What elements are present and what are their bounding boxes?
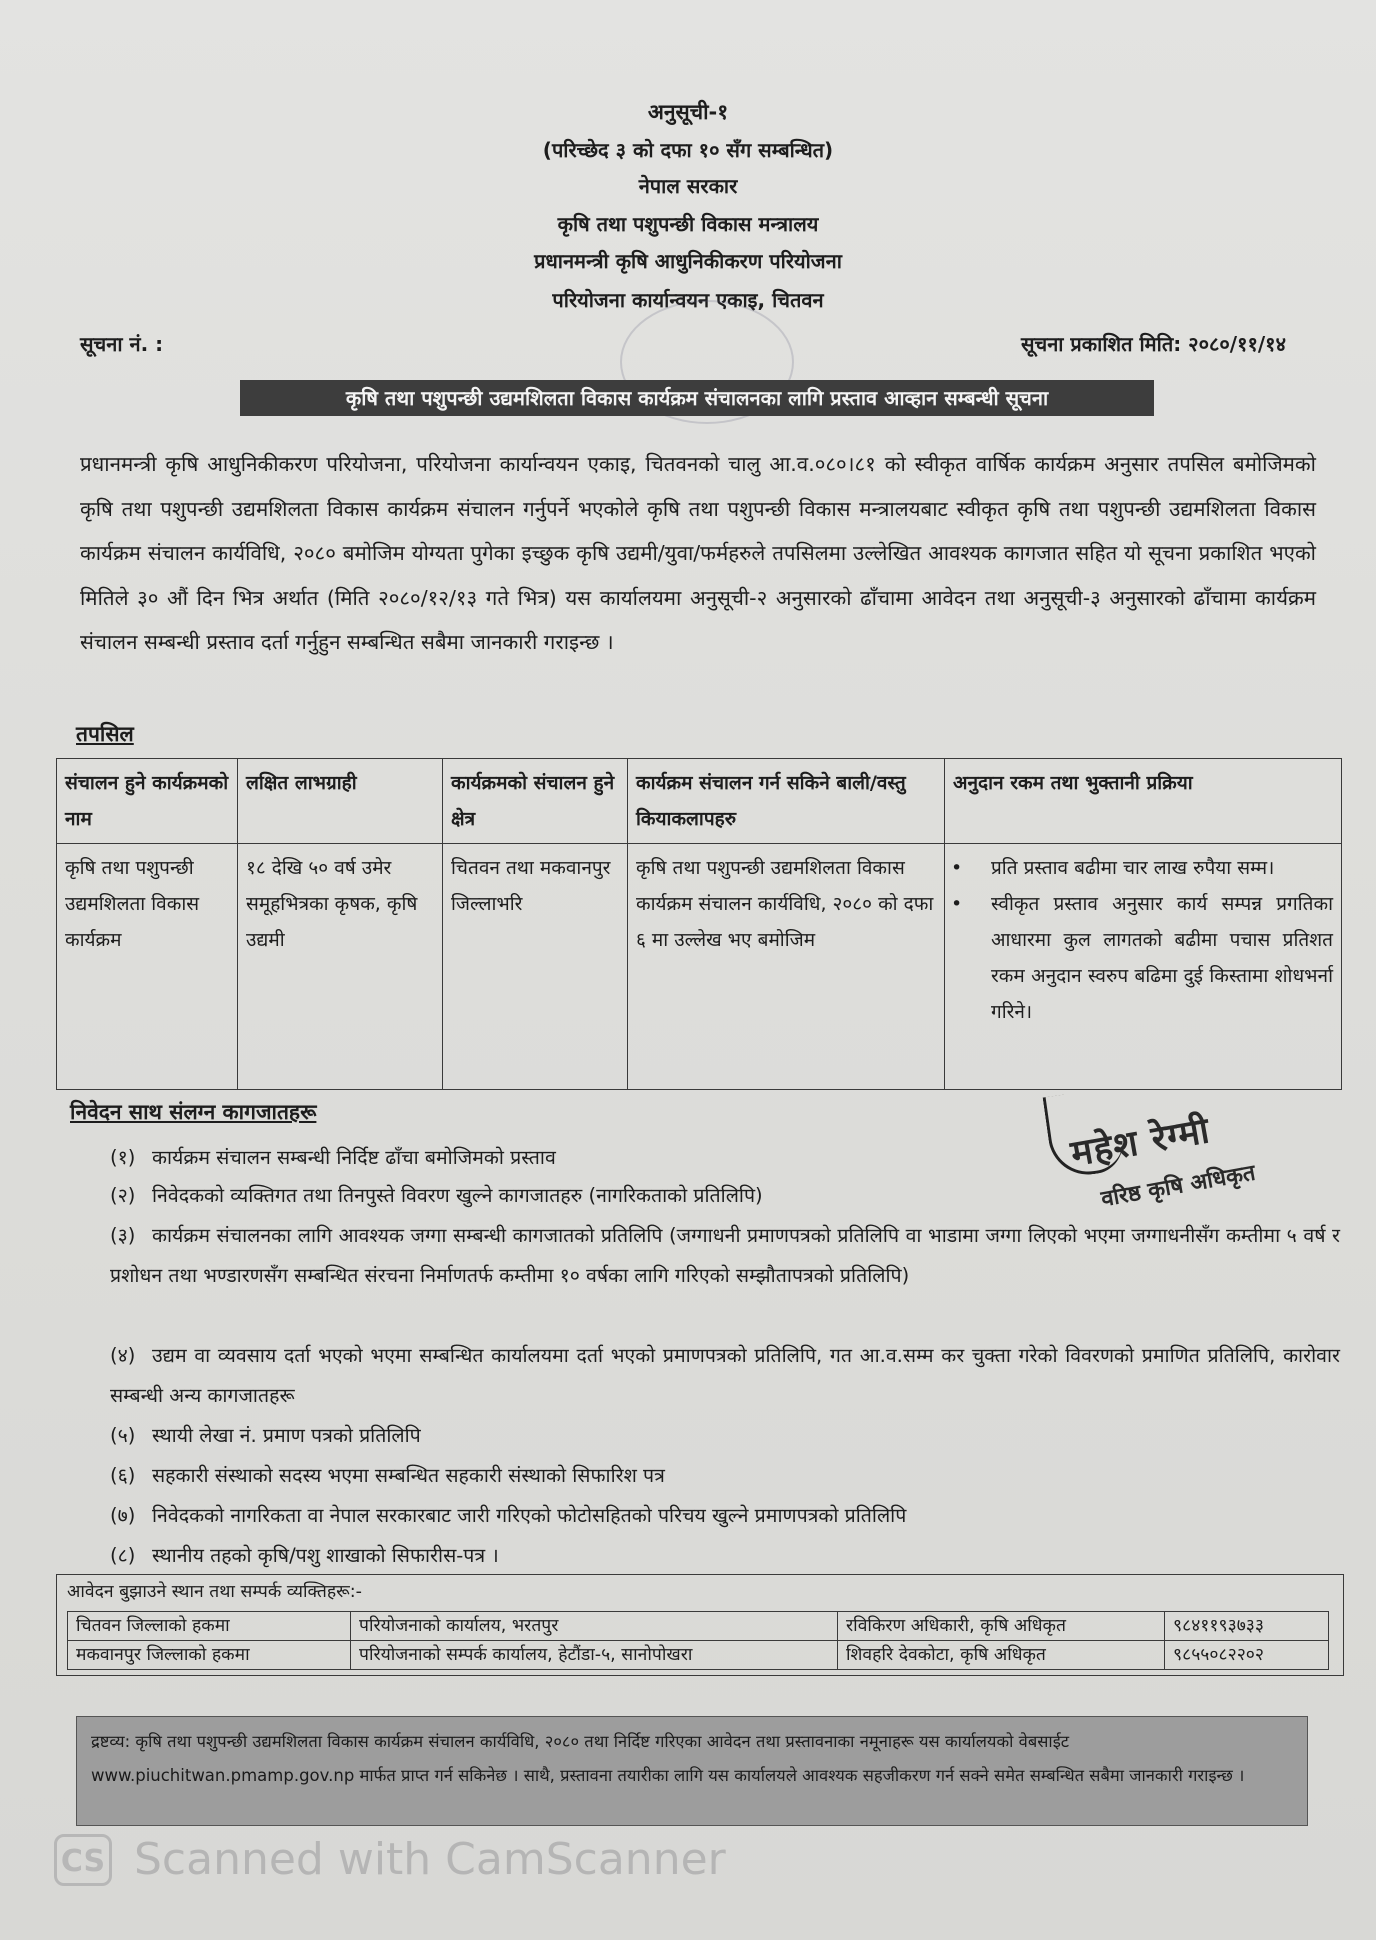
list-item-number: (५)	[110, 1424, 136, 1447]
list-item-number: (८)	[110, 1544, 136, 1567]
office-cell: परियोजनाको कार्यालय, भरतपुर	[351, 1612, 838, 1641]
table-header-row	[57, 759, 1342, 844]
contact-table	[67, 1611, 1329, 1670]
signatory-name: महेश रेग्मी	[1067, 1110, 1214, 1175]
list-item	[110, 1536, 1340, 1576]
table-header-cell: कार्यक्रमको संचालन हुने क्षेत्र	[443, 759, 628, 844]
table-header-cell: लक्षित लाभग्राही	[238, 759, 443, 844]
note-box: द्रष्टव्य: कृषि तथा पशुपन्छी उद्यमशिलता विकास कार्यक्रम संचालन कार्यविधि, २०८० तथा निर्दिष्ट गरिएका आवेदन तथा प्रस्तावनाका नमूनाहरू यस कार्यालयको वेबसाईट www.piuchitwan.pmamp.gov.np मार्फत प्राप्त गर्न सकिनेछ । साथै, प्रस्तावना तयारीका लागि यस कार्यालयले आवश्यक सहजीकरण गर्न सक्ने समेत सम्बन्धित सबैमा जानकारी गराइन्छ ।	[76, 1716, 1308, 1826]
signatory-title: वरिष्ठ कृषि अधिकृत	[1099, 1160, 1258, 1213]
list-item-number: (६)	[110, 1464, 136, 1487]
activities-cell: कृषि तथा पशुपन्छी उद्यमशिलता विकास कार्यक्रम संचालन कार्यविधि, २०८० को दफा ६ मा उल्लेख भए बमोजिम	[628, 844, 945, 1090]
header-unit: परियोजना कार्यान्वयन एकाइ, चितवन	[552, 288, 824, 312]
list-item-text: स्थानीय तहको कृषि/पशु शाखाको सिफारीस-पत्र ।	[152, 1544, 499, 1567]
table-row	[57, 844, 1342, 1090]
header-reference: (परिच्छेद ३ को दफा १० सँग सम्बन्धित)	[542, 138, 834, 162]
tapasil-heading: तपसिल	[76, 722, 134, 746]
list-item-number: (४)	[110, 1344, 136, 1367]
person-cell: रविकिरण अधिकारी, कृषि अधिकृत	[838, 1612, 1165, 1641]
district-cell: चितवन जिल्लाको हकमा	[68, 1612, 351, 1641]
list-item	[110, 1496, 1340, 1536]
district-cell: मकवानपुर जिल्लाको हकमा	[68, 1641, 351, 1670]
header-project: प्रधानमन्त्री कृषि आधुनिकीकरण परियोजना	[534, 249, 842, 273]
grant-item: • प्रति प्रस्ताव बढीमा चार लाख रुपैया सम्म।	[965, 850, 1333, 886]
list-item-number: (१)	[110, 1146, 136, 1169]
table-header-cell: अनुदान रकम तथा भुक्तानी प्रक्रिया	[945, 759, 1342, 844]
contact-box	[56, 1574, 1344, 1676]
officer-signature-stamp	[1040, 1092, 1300, 1212]
program-name-cell: कृषि तथा पशुपन्छी उद्यमशिलता विकास कार्यक्रम	[57, 844, 238, 1090]
intro-paragraph: प्रधानमन्त्री कृषि आधुनिकीकरण परियोजना, परियोजना कार्यान्वयन एकाइ, चितवनको चालु आ.व.०८०।८१ को स्वीकृत वार्षिक कार्यक्रम अनुसार तपसिल बमोजिमको कृषि तथा पशुपन्छी उद्यमशिलता विकास कार्यक्रम संचालन गर्नुपर्ने भएकोले कृषि तथा पशुपन्छी विकास मन्त्रालयबाट स्वीकृत कृषि तथा पशुपन्छी उद्यमशिलता विकास कार्यक्रम संचालन कार्यविधि, २०८० बमोजिम योग्यता पुगेका इच्छुक कृषि उद्यमी/युवा/फर्महरुले तपसिलमा उल्लेखित आवश्यक कागजात सहित यो सूचना प्रकाशित भएको मितिले ३० औं दिन भित्र अर्थात (मिति २०८०/१२/१३ गते भित्र) यस कार्यालयमा अनुसूची-२ अनुसारको ढाँचामा आवेदन तथा अनुसूची-३ अनुसारको ढाँचामा कार्यक्रम संचालन सम्बन्धी प्रस्ताव दर्ता गर्नुहुन सम्बन्धित सबैमा जानकारी गराइन्छ ।	[80, 452, 1316, 654]
list-item	[110, 1336, 1340, 1416]
camscanner-logo-icon: CS	[54, 1834, 112, 1886]
header-ministry: कृषि तथा पशुपन्छी विकास मन्त्रालय	[557, 212, 819, 236]
grant-list	[965, 850, 1333, 1030]
list-item-text: स्थायी लेखा नं. प्रमाण पत्रको प्रतिलिपि	[152, 1424, 421, 1447]
office-cell: परियोजनाको सम्पर्क कार्यालय, हेटौंडा-५, सानोपोखरा	[351, 1641, 838, 1670]
list-item-number: (३)	[110, 1224, 136, 1247]
list-item	[110, 1416, 1340, 1456]
list-item-text: उद्यम वा व्यवसाय दर्ता भएको भएमा सम्बन्धित कार्यालयमा दर्ता भएको प्रमाणपत्रको प्रतिलिपि, गत आ.व.सम्म कर चुक्ता गरेको विवरणको प्रमाणित प्रतिलिपि, कारोवार सम्बन्धी अन्य कागजातहरू	[110, 1344, 1340, 1407]
area-cell: चितवन तथा मकवानपुर जिल्लाभरि	[443, 844, 628, 1090]
beneficiary-cell: १८ देखि ५० वर्ष उमेर समूहभित्रका कृषक, कृषि उद्यमी	[238, 844, 443, 1090]
list-item-text: निवेदकको नागरिकता वा नेपाल सरकारबाट जारी गरिएको फोटोसहितको परिचय खुल्ने प्रमाणपत्रको प्रतिलिपि	[152, 1504, 907, 1527]
table-row	[68, 1612, 1329, 1641]
notice-title-banner: कृषि तथा पशुपन्छी उद्यमशिलता विकास कार्यक्रम संचालनका लागि प्रस्ताव आव्हान सम्बन्धी सूचना	[240, 380, 1154, 416]
list-item-text: निवेदकको व्यक्तिगत तथा तिनपुस्ते विवरण खुल्ने कागजातहरु (नागरिकताको प्रतिलिपि)	[152, 1184, 763, 1207]
documents-heading: निवेदन साथ संलग्न कागजातहरू	[70, 1100, 317, 1124]
program-details-table	[56, 758, 1342, 1090]
list-item	[110, 1216, 1340, 1296]
header-government: नेपाल सरकार	[638, 174, 738, 198]
notice-number-label: सूचना नं. :	[80, 332, 164, 356]
header-annex: अनुसूची-१	[647, 100, 729, 124]
table-header-cell: कार्यक्रम संचालन गर्न सकिने बाली/वस्तु कियाकलापहरु	[628, 759, 945, 844]
published-date: सूचना प्रकाशित मिति: २०८०/११/१४	[1020, 332, 1286, 356]
list-item-text: सहकारी संस्थाको सदस्य भएमा सम्बन्धित सहकारी संस्थाको सिफारिश पत्र	[152, 1464, 665, 1487]
list-item-number: (७)	[110, 1504, 136, 1527]
phone-cell: ९८४११९३७३३	[1165, 1612, 1329, 1641]
person-cell: शिवहरि देवकोटा, कृषि अधिकृत	[838, 1641, 1165, 1670]
grant-item: • स्वीकृत प्रस्ताव अनुसार कार्य सम्पन्न प्रगतिका आधारमा कुल लागतको बढीमा पचास प्रतिशत रकम अनुदान स्वरुप बढिमा दुई किस्तामा शोधभर्ना गरिने।	[965, 886, 1333, 1030]
grant-cell	[945, 844, 1342, 1090]
list-item	[110, 1456, 1340, 1496]
table-row	[68, 1641, 1329, 1670]
list-item-text: कार्यक्रम संचालन सम्बन्धी निर्दिष्ट ढाँचा बमोजिमको प्रस्ताव	[152, 1146, 556, 1169]
list-item-text: कार्यक्रम संचालनका लागि आवश्यक जग्गा सम्बन्धी कागजातको प्रतिलिपि (जग्गाधनी प्रमाणपत्रको प्रतिलिपि वा भाडामा जग्गा लिएको भएमा जग्गाधनीसँग कम्तीमा ५ वर्ष र प्रशोधन तथा भण्डारणसँग सम्बन्धित संरचना निर्माणतर्फ कम्तीमा १० वर्षका लागि गरिएको सम्झौतापत्रको प्रतिलिपि)	[110, 1224, 1340, 1287]
table-header-cell: संचालन हुने कार्यक्रमको नाम	[57, 759, 238, 844]
list-item-number: (२)	[110, 1184, 136, 1207]
contact-caption: आवेदन बुझाउने स्थान तथा सम्पर्क व्यक्तिहरू:-	[67, 1582, 362, 1602]
camscanner-text: Scanned with CamScanner	[134, 1834, 726, 1885]
phone-cell: ९८५५०८२२०२	[1165, 1641, 1329, 1670]
